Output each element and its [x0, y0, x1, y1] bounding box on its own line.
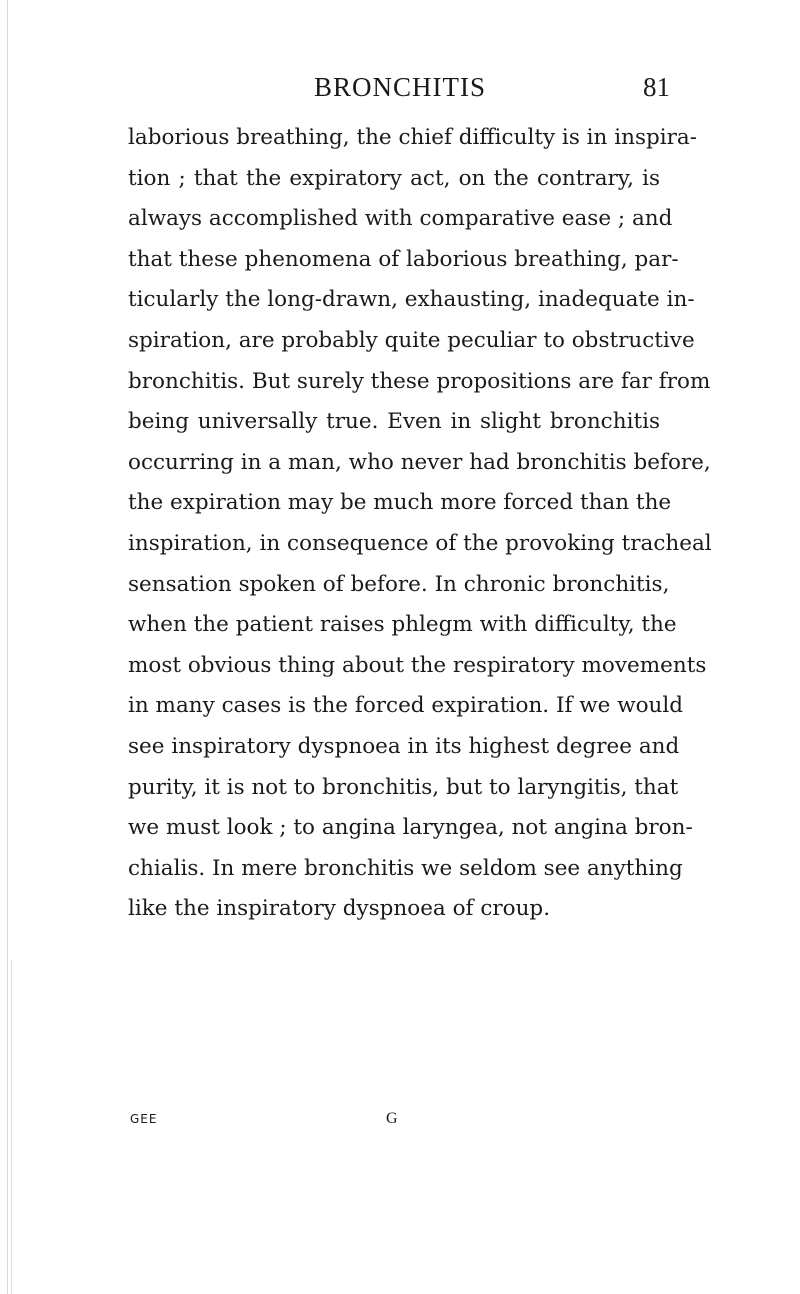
text-line: in many cases is the forced expiration. If we would [128, 693, 684, 719]
text-line: when the patient raises phlegm with difficulty, the [128, 612, 677, 638]
running-head: BRONCHITIS [313, 72, 486, 102]
text-line: purity, it is not to bronchitis, but to laryngitis, that [128, 774, 679, 800]
text-line: most obvious thing about the respiratory movements [128, 652, 707, 678]
text-line: ticularly the long-drawn, exhausting, inadequate in- [128, 287, 695, 313]
text-line: always accomplished with comparative ease ; and [128, 206, 673, 232]
text-line: laborious breathing, the chief difficulty is in inspira- [128, 125, 697, 150]
text-line: sensation spoken of before. In chronic bronchitis, [128, 571, 670, 597]
page-edge-line [7, 0, 8, 1294]
text-line: tion ; that the expiratory act, on the contrary, is [128, 165, 660, 191]
text-line: the expiration may be much more forced than the [128, 490, 672, 516]
text-line: occurring in a man, who never had bronchitis before, [128, 449, 711, 475]
page-header [0, 72, 800, 108]
text-line: that these phenomena of laborious breathing, par- [128, 246, 679, 272]
text-line: see inspiratory dyspnoea in its highest degree and [128, 733, 680, 759]
text-line-last: like the inspiratory dyspnoea of croup. [128, 896, 551, 922]
text-line: being universally true. Even in slight bronchitis [128, 409, 660, 435]
gathering-mark: G [386, 1110, 398, 1127]
page-number: 81 [643, 72, 670, 102]
body-text [128, 118, 712, 930]
text-line: bronchitis. But surely these propositions are far from [128, 368, 711, 394]
text-line: spiration, are probably quite peculiar to obstructive [128, 327, 695, 353]
text-line: inspiration, in consequence of the provoking tracheal [128, 530, 712, 556]
text-line: we must look ; to angina laryngea, not angina bron- [128, 815, 693, 841]
text-line: chialis. In mere bronchitis we seldom see anything [128, 855, 683, 881]
page-footer [0, 1112, 800, 1136]
printer-signature: GEE [130, 1112, 158, 1126]
